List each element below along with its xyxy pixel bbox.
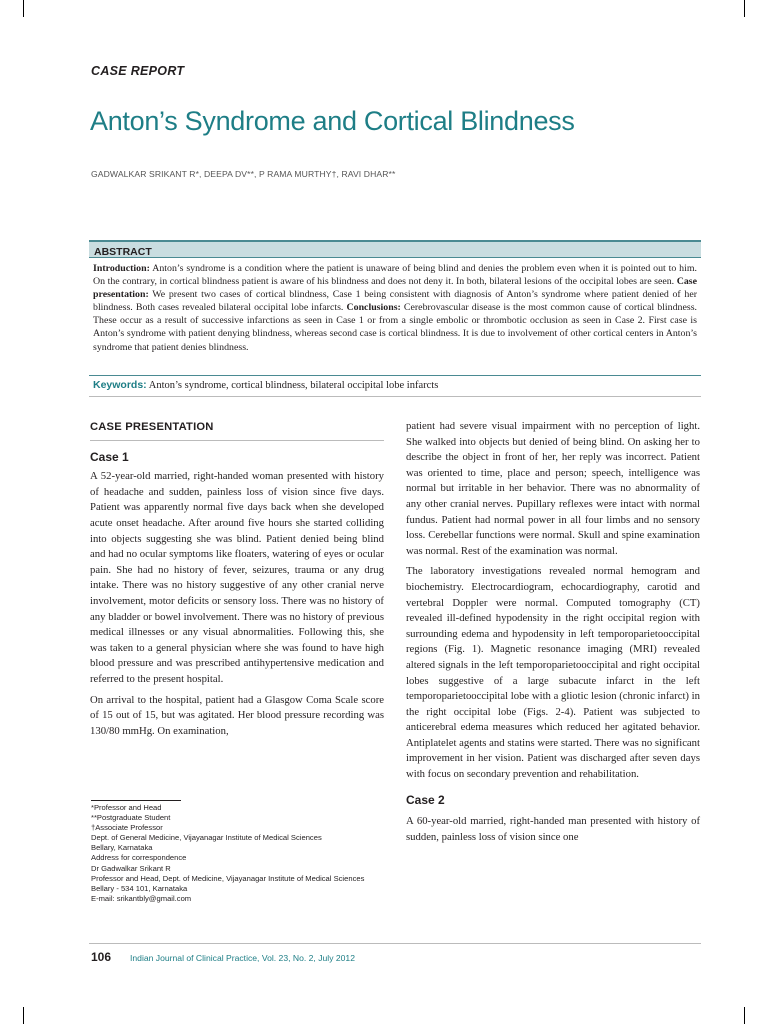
abstract-case-text: We present two cases of cortical blindness, Case 1 being consistent with diagnosis of Anton’s syndrome where patient denied of her blindness. Both cases revealed bilateral occipital lobe infarcts. — [93, 289, 697, 314]
case2-paragraph-1: A 60-year-old married, right-handed man presented with history of sudden, painless loss of vision since one — [406, 815, 700, 843]
right-column — [406, 419, 700, 850]
author-list: GADWALKAR SRIKANT R*, DEEPA DV**, P RAMA MURTHY†, RAVI DHAR** — [91, 169, 396, 179]
footnote-line: Bellary - 534 101, Karnataka — [91, 883, 188, 893]
article-type-label: CASE REPORT — [91, 64, 185, 78]
abstract-conclusions-label: Conclusions: — [346, 302, 401, 314]
abstract-body — [89, 258, 701, 354]
footnote-line: Dept. of General Medicine, Vijayanagar Institute of Medical Sciences — [91, 833, 322, 843]
abstract-box — [89, 240, 701, 378]
crop-mark-bottom-right — [744, 1007, 745, 1024]
case1-paragraph-3: patient had severe visual impairment with no perception of light. She walked into objects but denied of being blind. On asking her to describe the object in front of her, her reply was incorrect. Patient was oriented to time, place and person; speech, intelligence was normal but irritable in her behavior. There was no abnormality of any other cranial nerves. Pupillary reflexes were intact with normal fundus. Patient had normal power in all four limbs and no sensory loss. Cerebellar functions were normal. Skull and spine examination was normal. Rest of the examination was normal. — [406, 420, 700, 557]
case-presentation-rule — [90, 440, 384, 441]
footnote-line: †Associate Professor — [91, 823, 163, 833]
crop-mark-top-left — [23, 0, 24, 17]
abstract-bottom-rule — [89, 375, 701, 376]
footer-rule — [89, 943, 701, 944]
footnote-email: E-mail: srikantbly@gmail.com — [91, 893, 192, 903]
journal-citation: Indian Journal of Clinical Practice, Vol. 23, No. 2, July 2012 — [130, 953, 355, 963]
case-presentation-heading: CASE PRESENTATION — [90, 421, 214, 433]
case2-heading: Case 2 — [406, 792, 445, 807]
footnote-line: Professor and Head, Dept. of Medicine, Vijayanagar Institute of Medical Sciences — [91, 873, 365, 883]
keywords-rule — [89, 396, 701, 397]
keywords-text: Anton’s syndrome, cortical blindness, bilateral occipital lobe infarcts — [146, 380, 439, 391]
crop-mark-bottom-left — [23, 1007, 24, 1024]
crop-mark-top-right — [744, 0, 745, 17]
left-column — [90, 420, 384, 744]
keywords-label: Keywords: — [93, 379, 147, 391]
abstract-intro-text: Anton’s syndrome is a condition where the patient is unaware of being blind and denies the problem even when it is pointed out to him. On the contrary, in cortical blindness patient is aware of his blindness and does not deny it. In both, bilateral lesions of the occipital lobes are seen. — [93, 263, 697, 288]
footnote-line: *Professor and Head — [91, 803, 162, 812]
footnotes — [91, 803, 364, 904]
article-title: Anton’s Syndrome and Cortical Blindness — [90, 106, 575, 136]
footnote-line: **Postgraduate Student — [91, 813, 171, 823]
case1-paragraph-4: The laboratory investigations revealed normal hemogram and biochemistry. Electrocardiogram, echocardiography, carotid and vertebral Doppler were normal. Computed tomography (CT) revealed ill-defined hypodensity in the right occipital region with surrounding edema and hypodensity in left temporoparietooccipital regions (Fig. 1). Magnetic resonance imaging (MRI) revealed altered signals in the left temporoparietooccipital and right occipital lobes suggestive of a large subacute infarct in the left temporoparietooccipital lobe with a gliotic lesion (chronic infarct) in the right occipital lobe (Figs. 2-4). Patient was subjected to anticerebral edema measures which reduced her agitated behavior. Antiplatelet agents and statins were started. There was no significant improvement in her vision. Patient was discharged after seven days with focus on secondary prevention and rehabilitation. — [406, 565, 700, 781]
keywords-line — [93, 379, 438, 391]
abstract-intro-label: Introduction: — [93, 263, 150, 274]
footnote-rule — [91, 800, 181, 801]
footnote-line: Dr Gadwalkar Srikant R — [91, 863, 171, 873]
case1-paragraph-1: A 52-year-old married, right-handed woman presented with history of headache and sudden, painless loss of vision since five days. Patient was apparently normal five days back when she developed acute onset headache. After around five hours she started colliding into objects suggesting she was blind. Patient denied being blind and had no ocular symptoms like floaters, watering of eyes or ocular pain. She had no history of fever, seizures, trauma or any drug intake. There was no history suggestive of any other cranial nerve involvement, motor deficits or sensory loss. There was no history of any bladder or bowel involvement. There was no history of previous medical illnesses or any visual abnormalities. Following this, she was taken to a general physician where she was found to have high blood pressure and was prescribed antihypertensive medication and referred to the present hospital. — [90, 470, 384, 685]
abstract-heading: ABSTRACT — [89, 240, 701, 258]
case1-heading: Case 1 — [90, 449, 129, 464]
footnote-line: Bellary, Karnataka — [91, 843, 153, 853]
abstract-conclusions-text: Cerebrovascular disease is the most common cause of cortical blindness. These occur as a result of successive infarctions as seen in Case 1 or from a single embolic or thrombotic occlusion as seen in Case 2. First case is Anton’s syndrome with patient denying blindness, whereas second case is cortical blindness. It is due to involvement of other cortical centers in Anton’s syndrome that patient denies blindness. — [93, 302, 698, 353]
footnote-line: Address for correspondence — [91, 853, 187, 863]
abstract-case-label: Case presentation: — [93, 276, 697, 301]
case1-paragraph-2: On arrival to the hospital, patient had a Glasgow Coma Scale score of 15 out of 15, but was agitated. Her blood pressure recording was 130/80 mmHg. On examination, — [90, 693, 384, 737]
page-number: 106 — [91, 950, 112, 964]
